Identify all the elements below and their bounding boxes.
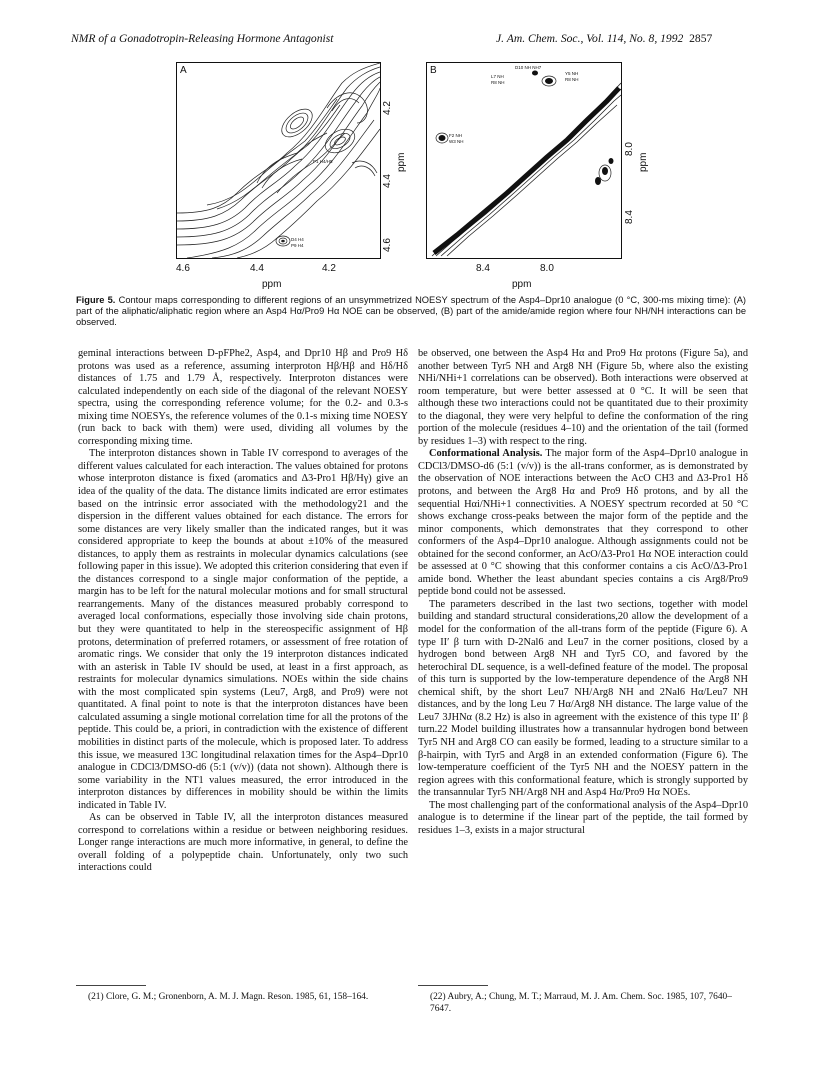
figure-caption bbox=[76, 295, 746, 329]
panel-a-y-unit: ppm bbox=[396, 152, 407, 172]
panel-b-y-tick: 8.4 bbox=[624, 210, 635, 224]
figure-caption-text: Contour maps corresponding to different regions of an unsymmetrized NOESY spectrum of the Asp4–Dpr10 analogue (0 °C, 300-ms mixing time): (A) part of the aliphatic/aliphatic region where an Asp4 Hα/Pro9 Hα NOE can be observed, (B) part of the amide/amide region where four NH/NH interactions can be observed. bbox=[76, 295, 746, 328]
panel-b-peak-label: L7 NH bbox=[491, 74, 504, 79]
panel-a-y-tick: 4.2 bbox=[382, 101, 393, 115]
paragraph: As can be observed in Table IV, all the interproton distances measured correspond to correlations within a residue or between neighboring residues. Longer range interactions are much more informative, in general, to define the overall folding of a polypeptide chain. Unfortunately, only two such interactions could bbox=[78, 812, 408, 874]
panel-b-peak-label: W3 NH bbox=[449, 139, 464, 144]
panel-b-label: B bbox=[430, 65, 437, 76]
panel-a-label: A bbox=[180, 65, 187, 76]
left-column bbox=[78, 348, 408, 875]
paragraph: geminal interactions between D-pFPhe2, Asp4, and Dpr10 Hβ and Pro9 Hδ protons was used as a reference, assuming interproton Hβ/Hβ and Hδ/Hδ distances of 1.75 and 1.79 Å, respectively. Interproton distances were calculated independently on each side of the diagonal of the relevant NOESY spectra, using the corresponding reference volume; for the 0.2- and 0.3-s mixing time NOESYs, the reference volumes of the 0.1-s mixing time NOESY (run back to back with them) were used, dividing all volumes by the corresponding mixing time. bbox=[78, 348, 408, 447]
figure-panel-a bbox=[176, 62, 381, 259]
figure-caption-label: Figure 5. bbox=[76, 295, 116, 305]
panel-a-peak-label: D4 H4 bbox=[291, 237, 304, 242]
panel-b-peak-label: Y5 NH bbox=[565, 71, 579, 76]
footnote-21: (21) Clore, G. M.; Gronenborn, A. M. J. Magn. Reson. 1985, 61, 158–164. bbox=[88, 992, 369, 1002]
panel-a-x-tick: 4.2 bbox=[322, 263, 336, 274]
panel-b-peak-label: F2 NH bbox=[449, 133, 463, 138]
paragraph: The interproton distances shown in Table IV correspond to averages of the different values calculated for each interaction. The values obtained for protons whose interproton distance is fixed (aromatics and Δ3-Pro1 Hβ/Hγ) give an idea of the quality of the data. The distance limits indicated are error estimates based on the intrinsic error associated with the methodology21 and the dispersion in the different values obtained for each distance. The errors for some distances are very likely smaller than the indicated ranges, but it was considered appropriate to keep the bounds at about ±10% of the measured distances, to apply them as restraints in molecular dynamics calculations (see following paper in this issue). We adopted this criterion considering that even if the distances correspond to a single major conformation of the peptide, a margin has to be left for the natural molecular motions and for small structural rearrangements. Many of the distances measured probably correspond to averaged local conformations, especially those involving side chain protons, but they were quantitated to help in the stereospecific assignment of Hβ protons, determination of preferred rotamers, or assessment of free rotation of aromatic rings. We consider that only the 19 interproton distances indicated with an asterisk in Table IV should be used, at least in a first approach, as restraints for molecular dynamics simulations. NOEs within the side chains with the most complicated spin systems (Leu7, Arg8, and Pro9) were not quantitated. A final point to note is that the interproton distances have been calculated assuming a single motional correlation time for all the protons of the peptide. This could be, a priori, in contradiction with the existence of different mobilities in distinct parts of the molecule, which is proposed later. To address this issue, we measured 13C longitudinal relaxation times for the Asp4–Dpr10 analogue in CDCl3/DMSO-d6 (5:1 (v/v)) (data not shown). Although there is some variability in the NT1 values measured, the error introduced in the interproton distances by differences in mobility should be within the limits indicated in Table IV. bbox=[78, 448, 408, 811]
paragraph: Conformational Analysis. The major form of the Asp4–Dpr10 analogue in CDCl3/DMSO-d6 (5:1 (v/v)) is the all-trans conformer, as is demonstrated by the observation of NOE interactions between the AcO CH3 and Δ3-Pro1 Hδ protons, and between the Arg8 Hα and Pro9 Hδ protons, and by all the sequential Hαi/NHi+1 connectivities. A NOESY spectrum recorded at 50 °C shows exchange cross-peaks between the major form of the peptide and the minor components, which demonstrates that they correspond to other conformers of the Asp4–Dpr10 analogue. Although assignments could not be obtained for the second conformer, an AcO/Δ3-Pro1 Hα NOE interaction could be assessed at 0 °C showing that this conformer contains a cis AcO/Δ3-Pro1 amide bond. Whether the least abundant species contains a cis Arg8/Pro9 peptide bond could not be assessed. bbox=[418, 448, 748, 598]
paragraph: The most challenging part of the conformational analysis of the Asp4–Dpr10 analogue is to determine if the linear part of the peptide, the tail formed by residues 1–3, exists in a major structural bbox=[418, 799, 748, 836]
running-title: NMR of a Gonadotropin-Releasing Hormone Antagonist bbox=[71, 32, 334, 45]
panel-b-x-tick: 8.0 bbox=[540, 263, 554, 274]
footnote-22: (22) Aubry, A.; Chung, M. T.; Marraud, M. J. Am. Chem. Soc. 1985, 107, 7640–7647. bbox=[430, 992, 732, 1014]
panel-b-y-tick: 8.0 bbox=[624, 142, 635, 156]
paragraph: The parameters described in the last two sections, together with model building and standard structural considerations,20 allow the development of a model for the conformation of the all-trans form of the peptide (Figure 6). A type II′ β turn with D-2Nal6 and Leu7 in the corner positions, closed by a hydrogen bond between Arg8 NH and Tyr5 CO, and favored by the heterochiral DL sequence, is a well-defined feature of the model. The proposal of this turn is supported by the low-temperature dependence of the Arg8 NH chemical shift, by the short Leu7 NH/Arg8 NH and 2Nal6 Hα/Leu7 NH distances, and by the long Leu 7 Hα/Arg8 NH distance. The large value of the Leu7 3JHNα (8.2 Hz) is also in agreement with the existence of this type II′ β turn.22 Model building illustrates how a transannular hydrogen bond between Tyr5 NH and Arg8 CO can easily be formed, leading to a structure similar to a β-hairpin, with Tyr5 and Arg8 in an extended conformation (Figure 6). The low-temperature coefficient of the Tyr5 NH and the NOESY pattern in the region agrees with this conformational feature, which is strongly supported by the transannular Tyr5 NH/Arg8 NH and Asp4 Hα/Pro9 Hα NOEs. bbox=[418, 598, 748, 799]
panel-a-x-unit: ppm bbox=[262, 279, 282, 290]
figure-panel-b bbox=[426, 62, 622, 259]
panel-b-x-tick: 8.4 bbox=[476, 263, 490, 274]
footnote-rule-left bbox=[76, 985, 146, 986]
panel-b-peak-label: R8 NH bbox=[491, 80, 505, 85]
panel-b-y-unit: ppm bbox=[638, 152, 649, 172]
panel-a-y-tick: 4.6 bbox=[382, 238, 393, 252]
panel-b-peak-label: D10 NH NH7 bbox=[515, 65, 542, 70]
section-heading: Conformational Analysis. bbox=[429, 448, 543, 460]
paragraph: be observed, one between the Asp4 Hα and Pro9 Hα protons (Figure 5a), and another between Tyr5 NH and Arg8 NH (Figure 5b, where also the existing NHi/NHi+1 correlations can be observed). Both interactions were observed at room temperature, but were better assessed at 0 °C. It will be seen that although these two interactions could not be quantitated due to their proximity to the diagonal, they were very helpful to define the conformation of the ring portion of the molecule (residues 4–10) and the orientation of the tail (formed by residues 1–3) with respect to the ring. bbox=[418, 348, 748, 447]
footnote-rule-right bbox=[418, 985, 488, 986]
panel-b-peak-label: R8 NH bbox=[565, 77, 579, 82]
right-column bbox=[418, 348, 748, 837]
journal-citation bbox=[496, 32, 712, 45]
panel-b-contours bbox=[427, 63, 621, 258]
panel-a-peak-label: P1 H4/H5 bbox=[313, 159, 333, 164]
journal-name: J. Am. Chem. Soc., Vol. 114, No. 8, 1992 bbox=[496, 32, 684, 45]
page-number: 2857 bbox=[689, 32, 713, 45]
panel-a-x-tick: 4.4 bbox=[250, 263, 264, 274]
panel-a-y-tick: 4.4 bbox=[382, 174, 393, 188]
panel-b-x-unit: ppm bbox=[512, 279, 532, 290]
panel-a-peak-label: P9 H4 bbox=[291, 243, 304, 248]
panel-a-contours bbox=[177, 63, 380, 258]
panel-a-x-tick: 4.6 bbox=[176, 263, 190, 274]
